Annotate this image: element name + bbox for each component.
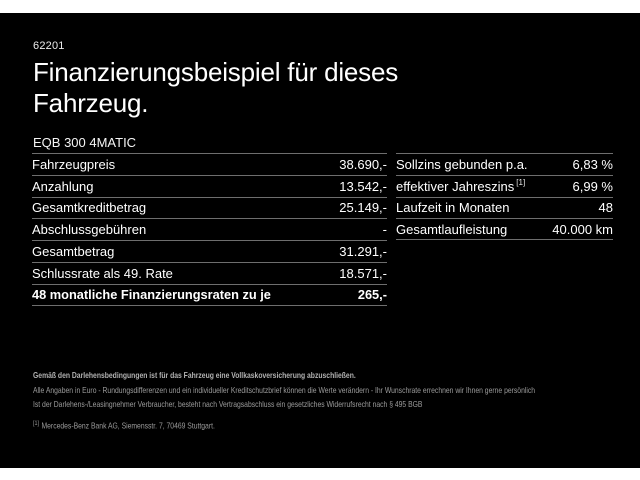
fineprint-footnote [33, 417, 531, 434]
row-label: Schlussrate als 49. Rate [32, 265, 173, 281]
table-row [32, 262, 387, 284]
table-row [32, 218, 387, 240]
footnote-text: Mercedes-Benz Bank AG, Siemensstr. 7, 70469 Stuttgart. [41, 421, 215, 431]
row-label: Abschlussgebühren [32, 222, 147, 238]
table-row [396, 197, 613, 219]
row-label: 48 monatliche Finanzierungsraten zu je [32, 287, 271, 303]
offer-code: 62201 [33, 40, 65, 52]
row-value: 6,99 % [572, 178, 613, 194]
fineprint-line: Alle Angaben in Euro - Rundungsdifferenzen und ein individueller Kreditschutzbrief können die Werte verändern - Ihr Wunschrate errechnen wir Ihnen gerne persönlich [33, 385, 536, 395]
footnote-marker: [1] [33, 420, 40, 428]
row-value: 6,83 % [572, 156, 613, 172]
page-title: Finanzierungsbeispiel für dieses Fahrzeug. [33, 57, 399, 118]
conditions-table [396, 153, 613, 240]
row-label: Fahrzeugpreis [32, 156, 116, 172]
table-row [396, 218, 613, 240]
row-value: 38.690,- [339, 156, 387, 172]
fineprint-block [33, 369, 633, 435]
row-value: 13.542,- [339, 178, 387, 194]
row-label: effektiver Jahreszins [396, 178, 515, 194]
row-label: Anzahlung [32, 178, 94, 194]
row-value: 18.571,- [339, 265, 387, 281]
finance-table [32, 153, 387, 306]
table-row [396, 153, 613, 175]
table-row [32, 240, 387, 262]
row-value: 40.000 km [552, 221, 613, 237]
table-row [32, 153, 387, 175]
footnote-ref: [1] [516, 178, 526, 188]
row-label: Gesamtbetrag [32, 244, 115, 260]
table-row [32, 175, 387, 197]
fineprint-line: Ist der Darlehens-/Leasingnehmer Verbraucher, besteht nach Vertragsabschluss ein gesetzliches Widerrufsrecht nach § 495 BGB [33, 400, 423, 410]
row-label: Gesamtlaufleistung [396, 221, 508, 237]
table-row-monthly-rate [32, 284, 387, 306]
row-value: 25.149,- [339, 200, 387, 216]
row-value: - [382, 222, 387, 238]
row-value: 265,- [357, 287, 387, 303]
table-row [396, 175, 613, 197]
financing-example-slide [0, 13, 640, 468]
table-row [32, 197, 387, 219]
vehicle-model: EQB 300 4MATIC [33, 135, 137, 150]
row-label: Laufzeit in Monaten [396, 200, 510, 216]
row-value: 31.291,- [339, 244, 387, 260]
row-label: Sollzins gebunden p.a. [396, 156, 528, 172]
fineprint-bold-line: Gemäß den Darlehensbedingungen ist für das Fahrzeug eine Vollkaskoversicherung abzuschließen. [33, 371, 356, 380]
row-value: 48 [598, 200, 613, 216]
row-label: Gesamtkreditbetrag [32, 200, 147, 216]
